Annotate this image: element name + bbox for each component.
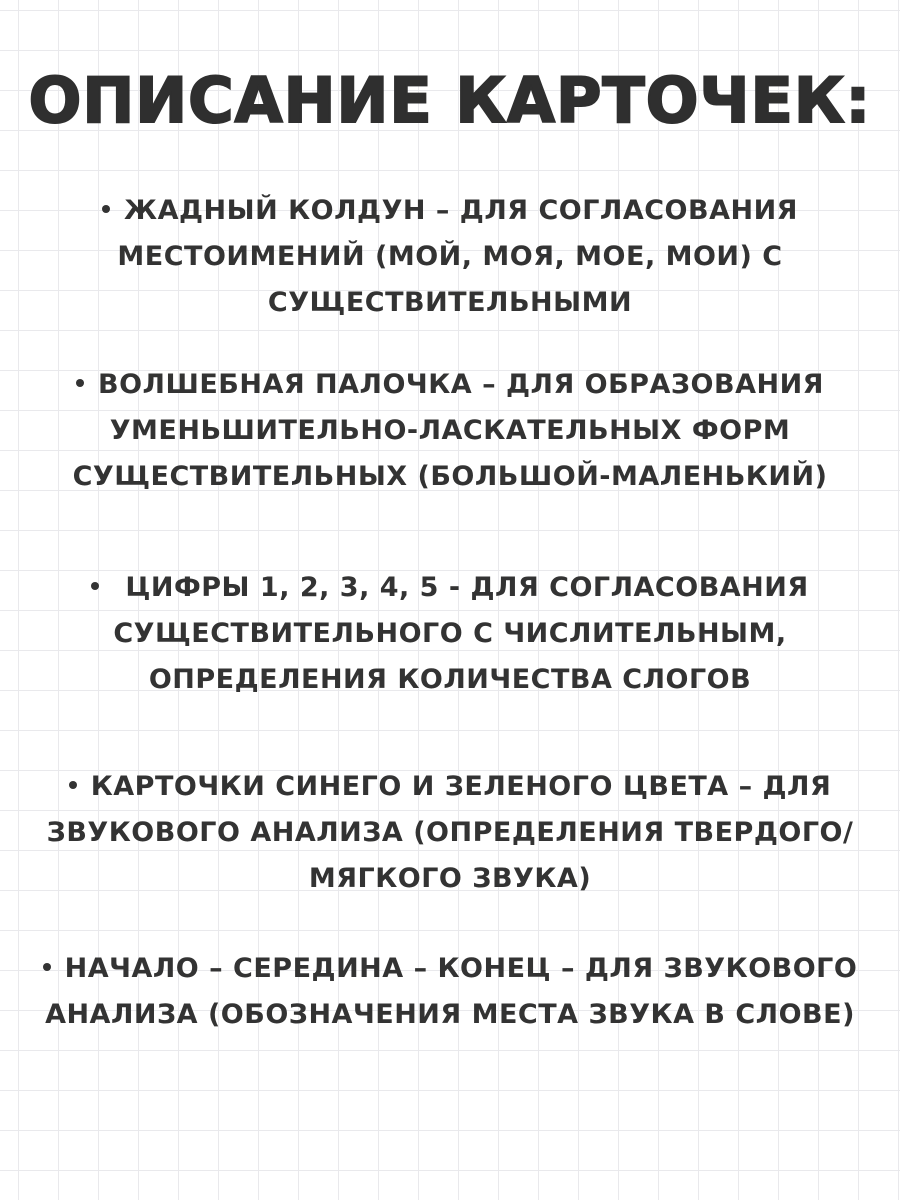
list-item-line: МЕСТОИМЕНИЙ (МОЙ, МОЯ, МОЕ, МОИ) С	[117, 241, 783, 272]
page-title: ОПИСАНИЕ КАРТОЧЕК:	[28, 64, 872, 137]
list-item-line: СУЩЕСТВИТЕЛЬНОГО С ЧИСЛИТЕЛЬНЫМ,	[113, 618, 787, 649]
list-item-line: СУЩЕСТВИТЕЛЬНЫМИ	[267, 287, 633, 318]
bullet-icon	[69, 781, 77, 789]
bullet-icon	[102, 205, 110, 213]
list-item-line: ВОЛШЕБНАЯ ПАЛОЧКА – ДЛЯ ОБРАЗОВАНИЯ	[30, 362, 870, 408]
list-item-line: УМЕНЬШИТЕЛЬНО-ЛАСКАТЕЛЬНЫХ ФОРМ	[109, 415, 791, 446]
list-item	[30, 362, 870, 500]
list-item	[10, 946, 890, 1038]
list-item	[30, 565, 870, 703]
list-item-line: НАЧАЛО – СЕРЕДИНА – КОНЕЦ – ДЛЯ ЗВУКОВОГО	[10, 946, 890, 992]
bullet-icon	[91, 582, 99, 590]
list-item	[10, 764, 890, 902]
list-item-line: ЦИФРЫ 1, 2, 3, 4, 5 - ДЛЯ СОГЛАСОВАНИЯ	[30, 565, 870, 611]
list-item-line: ОПРЕДЕЛЕНИЯ КОЛИЧЕСТВА СЛОГОВ	[148, 664, 752, 695]
list-item-line: СУЩЕСТВИТЕЛЬНЫХ (БОЛЬШОЙ-МАЛЕНЬКИЙ)	[72, 461, 828, 492]
list-item-line: КАРТОЧКИ СИНЕГО И ЗЕЛЕНОГО ЦВЕТА – ДЛЯ	[10, 764, 890, 810]
list-item-line: ЖАДНЫЙ КОЛДУН – ДЛЯ СОГЛАСОВАНИЯ	[40, 188, 860, 234]
list-item-line: ЗВУКОВОГО АНАЛИЗА (ОПРЕДЕЛЕНИЯ ТВЕРДОГО/	[46, 817, 854, 848]
list-item-line: АНАЛИЗА (ОБОЗНАЧЕНИЯ МЕСТА ЗВУКА В СЛОВЕ)	[45, 999, 855, 1030]
bullet-icon	[76, 379, 84, 387]
list-item-line: МЯГКОГО ЗВУКА)	[308, 863, 592, 894]
bullet-icon	[43, 963, 51, 971]
list-item	[40, 188, 860, 326]
